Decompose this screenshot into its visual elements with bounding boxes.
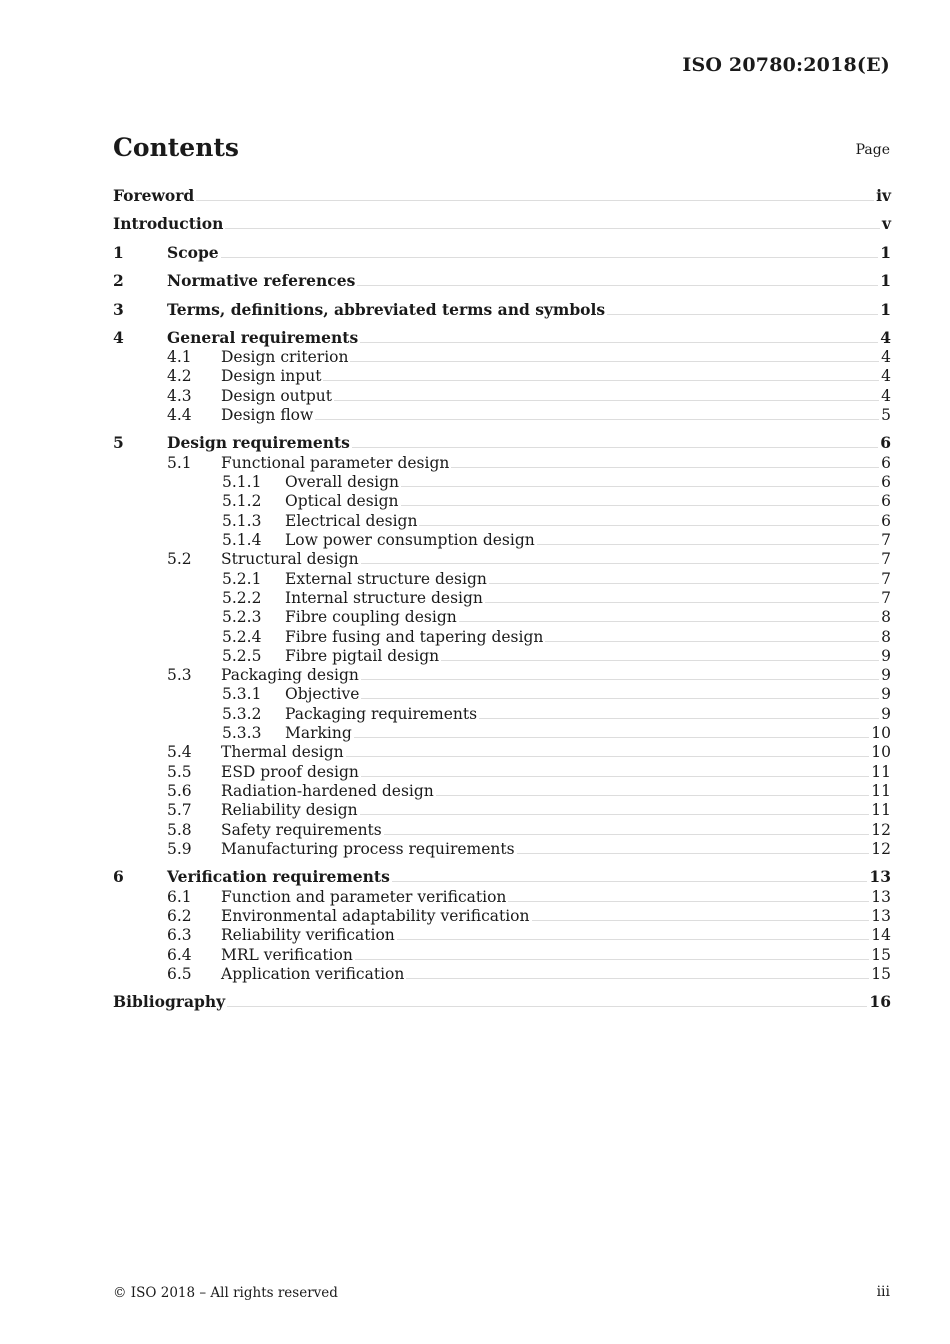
dot-leader (537, 544, 879, 545)
toc-entry-title: Low power consumption design (285, 531, 535, 549)
toc-entry-page: 8 (881, 608, 891, 626)
toc-entry[interactable] (113, 887, 891, 907)
toc-entry-page: 6 (881, 473, 891, 491)
dot-leader (532, 920, 870, 921)
toc-entry-page: 12 (871, 821, 891, 839)
dot-leader (346, 756, 870, 757)
dot-leader (361, 698, 879, 699)
toc-entry-title: Application verification (221, 965, 405, 983)
toc-entry-page: 1 (880, 271, 891, 290)
toc-entry[interactable] (113, 569, 891, 589)
dot-leader (196, 200, 874, 201)
dot-leader (545, 641, 879, 642)
dot-leader (354, 737, 869, 738)
dot-leader (357, 285, 878, 286)
toc-entry-number: 5.2.1 (222, 570, 262, 588)
toc-entry-title: Design output (221, 387, 333, 405)
toc-entry[interactable] (113, 511, 891, 531)
toc-entry[interactable] (113, 386, 891, 406)
dot-leader (225, 228, 880, 229)
document-id: ISO 20780:2018(E) (682, 54, 890, 76)
toc-entry-page: 6 (881, 512, 891, 530)
toc-entry-number: 5 (113, 433, 124, 452)
dot-leader (436, 795, 869, 796)
toc-entry[interactable] (113, 839, 891, 859)
toc-entry-title: Reliability verification (221, 926, 395, 944)
toc-entry-title: MRL verification (221, 946, 353, 964)
toc-entry-title: Environmental adaptability verification (221, 907, 530, 925)
toc-entry-page: 14 (871, 926, 891, 944)
toc-entry[interactable] (113, 186, 891, 206)
toc-entry-number: 5.7 (167, 801, 192, 819)
toc-entry-title: External structure design (285, 570, 487, 588)
toc-entry-number: 4.1 (167, 348, 192, 366)
toc-entry-title: Manufacturing process requirements (221, 840, 515, 858)
toc-entry[interactable] (113, 646, 891, 666)
toc-entry-number: 4.2 (167, 367, 192, 385)
toc-entry-number: 3 (113, 300, 124, 319)
toc-entry-title: Functional parameter design (221, 454, 450, 472)
dot-leader (334, 400, 879, 401)
toc-entry-number: 4 (113, 328, 124, 347)
toc-entry-title: Normative references (167, 271, 356, 290)
toc-entry[interactable] (113, 405, 891, 425)
toc-entry-title: Packaging requirements (285, 705, 478, 723)
toc-entry-number: 6.2 (167, 907, 192, 925)
toc-entry-number: 5.1.3 (222, 512, 262, 530)
dot-leader (485, 602, 879, 603)
dot-leader (352, 447, 878, 448)
toc-entry[interactable] (113, 665, 891, 685)
toc-entry-title: Scope (167, 243, 219, 262)
toc-entry-title: Internal structure design (285, 589, 483, 607)
toc-entry-title: Design requirements (167, 433, 350, 452)
toc-entry[interactable] (113, 867, 891, 887)
dot-leader (360, 814, 870, 815)
dot-leader (517, 853, 870, 854)
toc-entry-page: 8 (881, 628, 891, 646)
toc-entry-page: 7 (881, 531, 891, 549)
toc-entry[interactable] (113, 366, 891, 386)
toc-entry-title: General requirements (167, 328, 359, 347)
toc-entry-page: 16 (869, 992, 891, 1011)
dot-leader (227, 1006, 867, 1007)
toc-entry-title: Objective (285, 685, 360, 703)
toc-entry-title: Fibre pigtail design (285, 647, 440, 665)
toc-entry-page: 10 (871, 724, 891, 742)
dot-leader (360, 342, 878, 343)
toc-entry-title: Introduction (113, 214, 224, 233)
toc-entry-title: Optical design (285, 492, 399, 510)
toc-entry-page: 4 (881, 348, 891, 366)
toc-entry-page: 13 (871, 888, 891, 906)
toc-entry-page: 13 (871, 907, 891, 925)
toc-entry-page: 9 (881, 705, 891, 723)
toc-entry-number: 5.1.2 (222, 492, 262, 510)
toc-entry-page: 7 (881, 589, 891, 607)
toc-entry-number: 6.5 (167, 965, 192, 983)
toc-entry-title: Design criterion (221, 348, 349, 366)
dot-leader (441, 660, 879, 661)
toc-entry-number: 5.2.2 (222, 589, 262, 607)
toc-entry[interactable] (113, 704, 891, 724)
toc-entry-number: 5.4 (167, 743, 192, 761)
toc-entry-page: 7 (881, 570, 891, 588)
toc-entry[interactable] (113, 925, 891, 945)
toc-entry-number: 5.2.5 (222, 647, 262, 665)
toc-entry-page: 9 (881, 647, 891, 665)
dot-leader (419, 525, 879, 526)
toc-entry[interactable] (113, 800, 891, 820)
toc-entry-number: 6.4 (167, 946, 192, 964)
toc-entry[interactable] (113, 627, 891, 647)
toc-entry[interactable] (113, 762, 891, 782)
dot-leader (350, 361, 879, 362)
toc-entry-title: Thermal design (221, 743, 344, 761)
dot-leader (221, 257, 879, 258)
toc-entry-page: 1 (880, 300, 891, 319)
toc-entry-title: Design flow (221, 406, 314, 424)
toc-entry-title: Bibliography (113, 992, 226, 1011)
toc-entry-page: 13 (869, 867, 891, 886)
toc-entry-title: Radiation-hardened design (221, 782, 434, 800)
toc-entry[interactable] (113, 820, 891, 840)
dot-leader (392, 881, 868, 882)
toc-entry[interactable] (113, 491, 891, 511)
toc-entry-number: 5.2.4 (222, 628, 262, 646)
toc-entry[interactable] (113, 964, 891, 984)
toc-entry-title: Safety requirements (221, 821, 382, 839)
toc-entry[interactable] (113, 271, 891, 291)
toc-entry-title: Fibre coupling design (285, 608, 457, 626)
dot-leader (384, 834, 870, 835)
toc-entry[interactable] (113, 472, 891, 492)
toc-entry-number: 5.8 (167, 821, 192, 839)
toc-entry-number: 5.9 (167, 840, 192, 858)
toc-entry[interactable] (113, 723, 891, 743)
dot-leader (459, 621, 879, 622)
toc-entry-number: 5.5 (167, 763, 192, 781)
toc-entry-number: 5.3.1 (222, 685, 262, 703)
toc-entry-number: 6 (113, 867, 124, 886)
dot-leader (361, 563, 880, 564)
dot-leader (508, 901, 869, 902)
toc-entry[interactable] (113, 588, 891, 608)
toc-entry-page: 11 (871, 801, 891, 819)
footer-copyright: © ISO 2018 – All rights reserved (113, 1285, 338, 1301)
toc-entry-page: 6 (881, 492, 891, 510)
toc-entry[interactable] (113, 549, 891, 569)
toc-entry[interactable] (113, 453, 891, 473)
toc-entry-number: 4.4 (167, 406, 192, 424)
toc-entry-number: 5.2 (167, 550, 192, 568)
dot-leader (451, 467, 879, 468)
toc-entry-page: 6 (881, 454, 891, 472)
toc-entry-page: iv (876, 186, 891, 205)
toc-entry-number: 5.1 (167, 454, 192, 472)
toc-entry[interactable] (113, 906, 891, 926)
toc-entry-page: 5 (881, 406, 891, 424)
toc-entry-title: Overall design (285, 473, 400, 491)
toc-entry-page: 11 (871, 763, 891, 781)
toc-entry-number: 5.6 (167, 782, 192, 800)
dot-leader (401, 486, 879, 487)
toc-entry-number: 4.3 (167, 387, 192, 405)
toc-entry-page: 9 (881, 685, 891, 703)
dot-leader (397, 939, 870, 940)
toc-entry-page: 9 (881, 666, 891, 684)
dot-leader (489, 583, 879, 584)
toc-entry[interactable] (113, 992, 891, 1012)
toc-entry-page: 12 (871, 840, 891, 858)
toc-entry-page: 11 (871, 782, 891, 800)
toc-entry-title: Function and parameter verification (221, 888, 507, 906)
toc-entry-page: 10 (871, 743, 891, 761)
toc-entry-number: 5.1.1 (222, 473, 262, 491)
toc-entry[interactable] (113, 300, 891, 320)
page-column-label: Page (855, 142, 890, 158)
toc-entry-page: 15 (871, 965, 891, 983)
toc-entry-number: 5.2.3 (222, 608, 262, 626)
toc-entry-page: 4 (880, 328, 891, 347)
toc-entry-number: 5.3.2 (222, 705, 262, 723)
toc-entry-title: Terms, definitions, abbreviated terms and symbols (167, 300, 606, 319)
dot-leader (355, 959, 869, 960)
toc-entry[interactable] (113, 945, 891, 965)
toc-entry[interactable] (113, 243, 891, 263)
toc-entry[interactable] (113, 684, 891, 704)
toc-entry-number: 5.1.4 (222, 531, 262, 549)
dot-leader (406, 978, 869, 979)
toc-entry[interactable] (113, 214, 891, 234)
toc-entry-page: 4 (881, 367, 891, 385)
toc-entry-title: Verification requirements (167, 867, 390, 886)
toc-entry-number: 1 (113, 243, 124, 262)
dot-leader (315, 419, 879, 420)
toc-entry-number: 5.3.3 (222, 724, 262, 742)
toc-entry[interactable] (113, 328, 891, 348)
toc-entry-title: Foreword (113, 186, 195, 205)
toc-entry-page: v (881, 214, 891, 233)
toc-entry-page: 15 (871, 946, 891, 964)
toc-entry-title: Marking (285, 724, 352, 742)
dot-leader (361, 679, 879, 680)
dot-leader (607, 314, 878, 315)
toc-entry[interactable] (113, 530, 891, 550)
dot-leader (479, 718, 879, 719)
toc-entry-page: 4 (881, 387, 891, 405)
toc-entry[interactable] (113, 781, 891, 801)
toc-entry-title: Structural design (221, 550, 359, 568)
toc-entry-title: Reliability design (221, 801, 358, 819)
footer-page-number: iii (876, 1284, 890, 1300)
toc-entry[interactable] (113, 742, 891, 762)
toc-entry-number: 2 (113, 271, 124, 290)
toc-entry-title: Electrical design (285, 512, 418, 530)
toc-entry[interactable] (113, 433, 891, 453)
toc-entry-page: 6 (880, 433, 891, 452)
toc-entry-page: 7 (881, 550, 891, 568)
dot-leader (361, 776, 869, 777)
toc-entry[interactable] (113, 347, 891, 367)
toc-entry-number: 5.3 (167, 666, 192, 684)
toc-entry-number: 6.1 (167, 888, 192, 906)
toc-entry[interactable] (113, 607, 891, 627)
toc-entry-title: ESD proof design (221, 763, 359, 781)
page-title: Contents (113, 133, 240, 162)
dot-leader (401, 505, 880, 506)
toc-entry-page: 1 (880, 243, 891, 262)
toc-entry-title: Fibre fusing and tapering design (285, 628, 544, 646)
toc-entry-title: Design input (221, 367, 322, 385)
toc-entry-title: Packaging design (221, 666, 359, 684)
dot-leader (323, 380, 879, 381)
toc-entry-number: 6.3 (167, 926, 192, 944)
